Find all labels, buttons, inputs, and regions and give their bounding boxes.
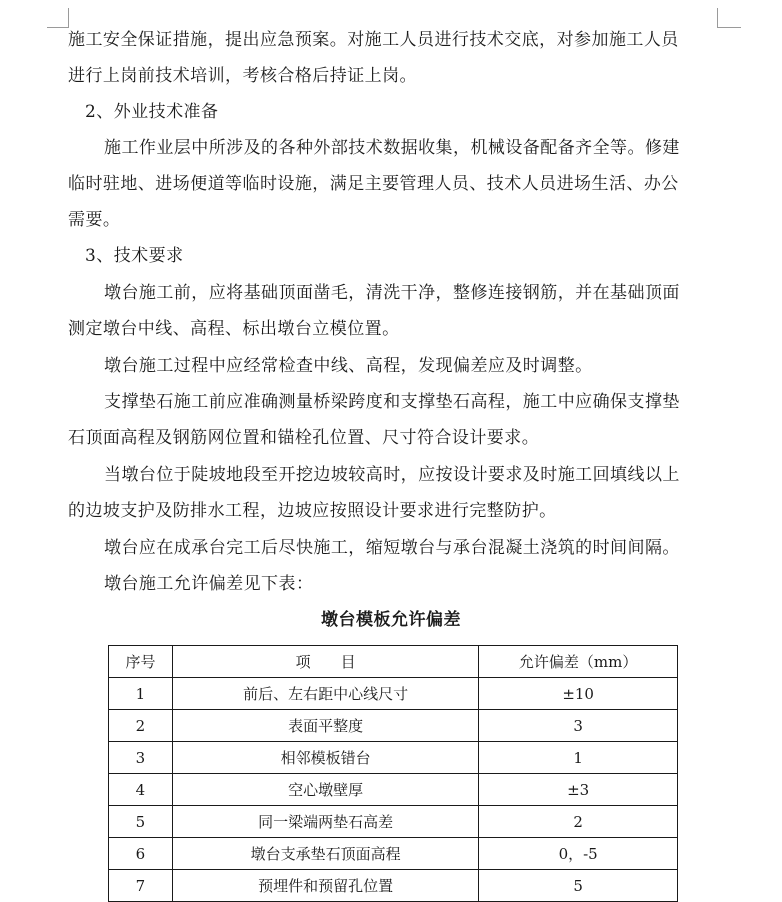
paragraph-line: 需要。: [68, 210, 121, 230]
margin-mark-left-vertical: [68, 8, 69, 28]
header-tolerance: 允许偏差（mm）: [479, 646, 678, 678]
cell-tolerance: ±3: [479, 774, 678, 806]
paragraph-line: 墩台施工允许偏差见下表：: [104, 574, 314, 594]
cell-index: 2: [109, 710, 173, 742]
paragraph-line: 石顶面高程及钢筋网位置和锚栓孔位置、尺寸符合设计要求。: [68, 428, 540, 448]
table-row: [109, 806, 678, 838]
paragraph-line: 施工安全保证措施，提出应急预案。对施工人员进行技术交底，对参加施工人员: [68, 30, 679, 50]
cell-item: 空心墩壁厚: [172, 774, 478, 806]
cell-index: 3: [109, 742, 173, 774]
margin-mark-right-vertical: [717, 8, 718, 28]
table-row: [109, 678, 678, 710]
table-row: [109, 710, 678, 742]
cell-item: 表面平整度: [172, 710, 478, 742]
cell-index: 6: [109, 838, 173, 870]
paragraph-line: 测定墩台中线、高程、标出墩台立模位置。: [68, 319, 400, 339]
cell-index: 1: [109, 678, 173, 710]
paragraph-line: 进行上岗前技术培训，考核合格后持证上岗。: [68, 66, 417, 86]
paragraph-line: 施工作业层中所涉及的各种外部技术数据收集，机械设备配备齐全等。修建: [104, 138, 680, 158]
cell-tolerance: 0，-5: [479, 838, 678, 870]
paragraph-line: 墩台施工前，应将基础顶面凿毛，清洗干净，整修连接钢筋，并在基础顶面: [104, 283, 680, 303]
paragraph-line: 临时驻地、进场便道等临时设施，满足主要管理人员、技术人员进场生活、办公: [68, 174, 679, 194]
section-heading-tech-requirements: 3、技术要求: [85, 246, 184, 266]
cell-tolerance: 1: [479, 742, 678, 774]
table-row: [109, 870, 678, 902]
section-heading-outdoor-prep: 2、外业技术准备: [85, 102, 219, 122]
paragraph-line: 墩台应在成承台完工后尽快施工，缩短墩台与承台混凝土浇筑的时间间隔。: [104, 538, 680, 558]
paragraph-line: 的边坡支护及防排水工程，边坡应按照设计要求进行完整防护。: [68, 501, 557, 521]
margin-mark-left: [47, 27, 69, 28]
cell-tolerance: 3: [479, 710, 678, 742]
margin-mark-right: [717, 27, 741, 28]
cell-item: 墩台支承垫石顶面高程: [172, 838, 478, 870]
cell-tolerance: ±10: [479, 678, 678, 710]
cell-index: 5: [109, 806, 173, 838]
table-title: 墩台模板允许偏差: [321, 610, 461, 630]
cell-item: 预埋件和预留孔位置: [172, 870, 478, 902]
paragraph-line: 墩台施工过程中应经常检查中线、高程，发现偏差应及时调整。: [104, 356, 593, 376]
deviation-table: [108, 645, 678, 902]
header-item: 项 目: [172, 646, 478, 678]
paragraph-line: 当墩台位于陡坡地段至开挖边坡较高时，应按设计要求及时施工回填线以上: [104, 465, 680, 485]
cell-tolerance: 5: [479, 870, 678, 902]
table-row: [109, 838, 678, 870]
table-row: [109, 774, 678, 806]
cell-item: 同一梁端两垫石高差: [172, 806, 478, 838]
cell-tolerance: 2: [479, 806, 678, 838]
cell-index: 4: [109, 774, 173, 806]
table-row: [109, 742, 678, 774]
cell-item: 相邻模板错台: [172, 742, 478, 774]
table-header-row: [109, 646, 678, 678]
paragraph-line: 支撑垫石施工前应准确测量桥梁跨度和支撑垫石高程，施工中应确保支撑垫: [104, 392, 680, 412]
header-index: 序号: [109, 646, 173, 678]
cell-index: 7: [109, 870, 173, 902]
cell-item: 前后、左右距中心线尺寸: [172, 678, 478, 710]
